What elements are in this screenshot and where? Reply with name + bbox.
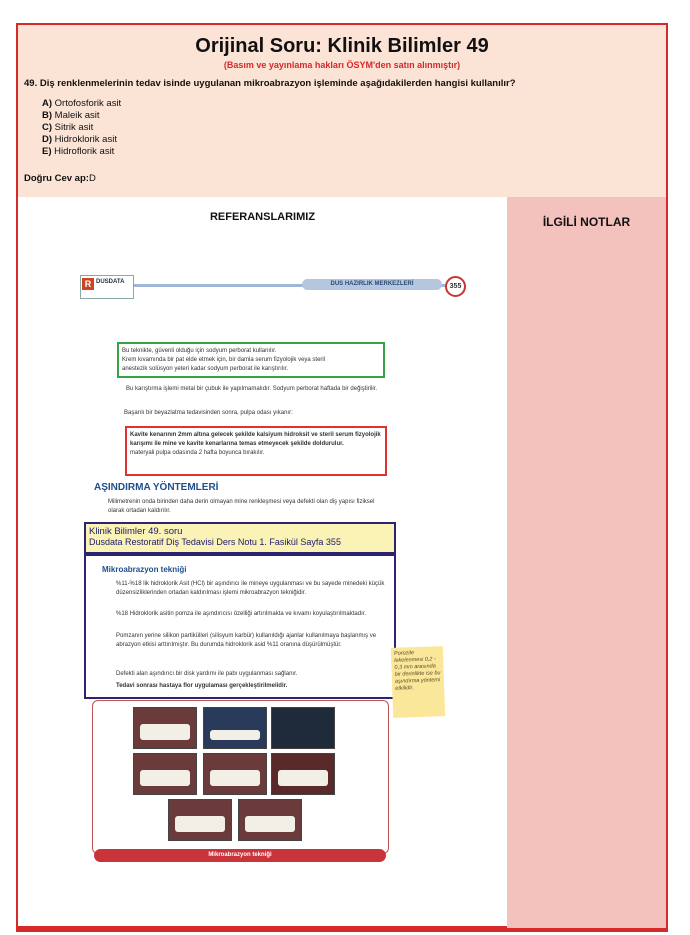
micro-paragraph-5: Tedavi sonrası hastaya flor uygulaması gerçekleştirilmelidir. xyxy=(116,683,288,689)
question-text: 49. Diş renklenmelerinin tedav isinde uygulanan mikroabrazyon işleminde aşağıdakilerden hangisi kullanılır? xyxy=(24,78,516,89)
red-box-note: materyali pulpa odasında 2 hafta boyunca bırakılır. xyxy=(130,450,265,456)
options-list xyxy=(42,98,121,158)
option-e: E) Hidroflorik asit xyxy=(42,146,115,157)
clinical-photo-2 xyxy=(203,707,267,749)
answer-label: Doğru Cev ap: xyxy=(24,173,89,184)
micro-paragraph-3: Pomzanın yerine silikon partikülleri (silisyum karbür) kullanıldığı ajanlar kullanılmaya başlanmış ve abrazyon etkisi arttırılmıştır. Bu durumda hidroklorik asid %11 oranına düşürülmüştür. xyxy=(116,633,377,648)
clinical-photo-7 xyxy=(168,799,232,841)
correct-answer xyxy=(24,173,96,184)
related-notes-title: İLGİLİ NOTLAR xyxy=(542,215,631,229)
section-title: AŞINDIRMA YÖNTEMLERİ xyxy=(94,482,219,493)
photo-caption: Mikroabrazyon tekniği xyxy=(94,849,386,862)
green-line-3: anestezik solüsyon yeteri kadar sodyum perborat ile karıştırılır. xyxy=(122,366,289,372)
answer-value: D xyxy=(88,173,96,184)
green-line-2: Krem kıvamında bir pat elde etmek için, bir damla serum fizyolojik veya steril xyxy=(122,357,326,363)
micro-title: Mikroabrazyon tekniği xyxy=(102,565,187,574)
citation-callout xyxy=(84,522,396,554)
question-panel xyxy=(18,25,666,197)
section-text: Milimetrenin onda birinden daha derin olmayan mine renkleşmesi veya defekti olan diş yapısı fiziksel olarak ortadan kaldırılır. xyxy=(108,499,375,514)
micro-paragraph-4: Defekti alan aşındırıcı bir disk yardımı ile pabı uygulanması sağlanır. xyxy=(116,671,298,677)
dusdata-logo xyxy=(80,275,134,299)
header-pill: DUS HAZIRLIK MERKEZLERİ xyxy=(302,279,442,290)
logo-mark-icon: R xyxy=(82,278,94,290)
clinical-photo-8 xyxy=(238,799,302,841)
green-note-box xyxy=(117,342,385,378)
option-c: C) Sitrik asit xyxy=(42,122,94,133)
paragraph-1: Bu karıştırma işlemi metal bir çubuk ile yapılmamalıdır. Sodyum perborat haftada bir değiştirilir. xyxy=(126,386,378,392)
related-notes-panel xyxy=(507,197,666,928)
book-page-image xyxy=(80,272,476,872)
callout-line-2: Dusdata Restoratif Diş Tedavisi Ders Notu 1. Fasikül Sayfa 355 xyxy=(89,537,341,547)
clinical-photo-1 xyxy=(133,707,197,749)
green-line-1: Bu teknikte, güvenli olduğu için sodyum perborat kullanılır. xyxy=(122,348,277,354)
micro-paragraph-2: %18 Hidroklorik asitin pomza ile aşındırıcısı özelliği artırılmakta ve kıvamı koyulaştırılmaktadır. xyxy=(116,611,367,617)
option-d: D) Hidroklorik asit xyxy=(42,134,117,145)
option-b: B) Maleik asit xyxy=(42,110,100,121)
paragraph-2: Başarılı bir beyazlatma tedavisinden sonra, pulpa odası yıkanır: xyxy=(124,410,293,416)
callout-line-1: Klinik Bilimler 49. soru xyxy=(89,526,183,537)
micro-paragraph-1: %11-%18 lik hidroklorik Asit (HCl) bir aşındırıcı ile mineye uygulanması ve bu sayede minedeki küçük düzensizliklerinden ortadan kaldırılması işlemi mikroabrazyon tekniğidir. xyxy=(116,581,385,596)
bottom-rule xyxy=(16,928,668,932)
option-a: A) Ortofosforik asit xyxy=(42,98,122,109)
copyright-note: (Basım ve yayınlama hakları ÖSYM'den satın alınmıştır) xyxy=(223,60,461,70)
sticky-note: Porozite lekelenmesi 0,2 - 0,3 mm arasında bir derinlikte ise bu aşındırma yöntemi etkilidir. xyxy=(391,646,445,718)
clinical-photo-3 xyxy=(271,707,335,749)
red-box-text: Kavite kenarının 2mm altına gelecek şekilde kalsiyum hidroksit ve steril serum fizyolojik karışımı ile mine ve kavite kenarlarına temas etmeyecek şekilde doldurulur. xyxy=(130,432,381,447)
page-title: Orijinal Soru: Klinik Bilimler 49 xyxy=(195,35,489,57)
references-title: REFERANSLARIMIZ xyxy=(209,211,316,223)
red-note-box xyxy=(125,426,387,476)
clinical-photo-4 xyxy=(133,753,197,795)
page-number: 355 xyxy=(445,276,466,297)
clinical-photo-5 xyxy=(203,753,267,795)
clinical-photo-6 xyxy=(271,753,335,795)
photo-grid xyxy=(92,700,389,854)
logo-text: DUSDATA xyxy=(96,279,125,285)
